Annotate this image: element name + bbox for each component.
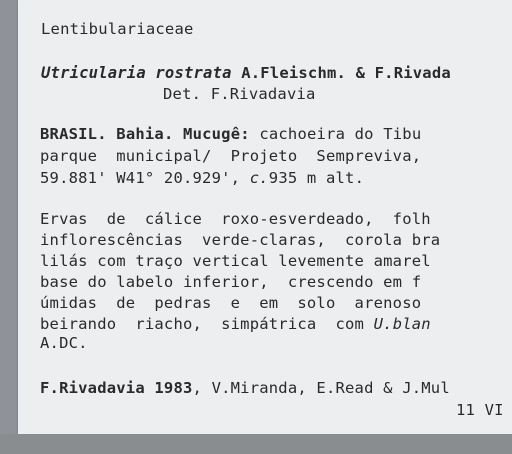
country: BRASIL.	[40, 125, 107, 143]
altitude: 935 m alt.	[268, 169, 365, 187]
other-collectors: , V.Miranda, E.Read & J.Mul	[192, 379, 450, 397]
municipality: Mucugê:	[183, 125, 250, 143]
description-line-6	[40, 314, 431, 334]
description-line-5: úmidas de pedras e em solo arenoso	[40, 294, 422, 312]
locality-line-3	[40, 168, 364, 188]
taxon-line	[41, 63, 451, 83]
description-line-1: Ervas de cálice roxo-esverdeado, folh	[40, 210, 431, 228]
herbarium-label	[18, 0, 512, 434]
circa: c.	[249, 169, 269, 187]
coordinates: 59.881' W41° 20.929',	[40, 169, 241, 187]
description-text: beirando riacho, simpátrica com	[40, 315, 374, 333]
determination-line	[163, 84, 316, 104]
primary-collector: F.Rivadavia 1983	[40, 379, 193, 397]
family-name: Lentibulariaceae	[41, 20, 194, 38]
state: Bahia.	[116, 125, 174, 143]
description-line-7: A.DC.	[40, 334, 88, 352]
collection-date: 11 VI	[456, 401, 504, 419]
locality-text: cachoeira do Tibu	[259, 125, 422, 143]
taxon-name: Utricularia rostrata	[41, 64, 232, 82]
determiner: F.Rivadavia	[210, 85, 316, 103]
description-line-3: lilás com traço vertical levemente amarel	[40, 252, 431, 270]
sheet-background	[0, 434, 512, 454]
locality-line-1	[40, 124, 421, 144]
det-prefix: Det.	[163, 85, 202, 103]
locality-line-2: parque municipal/ Projeto Sempreviva,	[40, 147, 422, 165]
description-line-2: inflorescências verde-claras, corola bra	[40, 231, 441, 249]
taxon-authority: A.Fleischm. & F.Rivada	[241, 64, 451, 82]
sympatric-species: U.blan	[373, 315, 431, 333]
description-line-4: base do labelo inferior, crescendo em f	[40, 273, 422, 291]
collectors-line	[40, 378, 450, 398]
